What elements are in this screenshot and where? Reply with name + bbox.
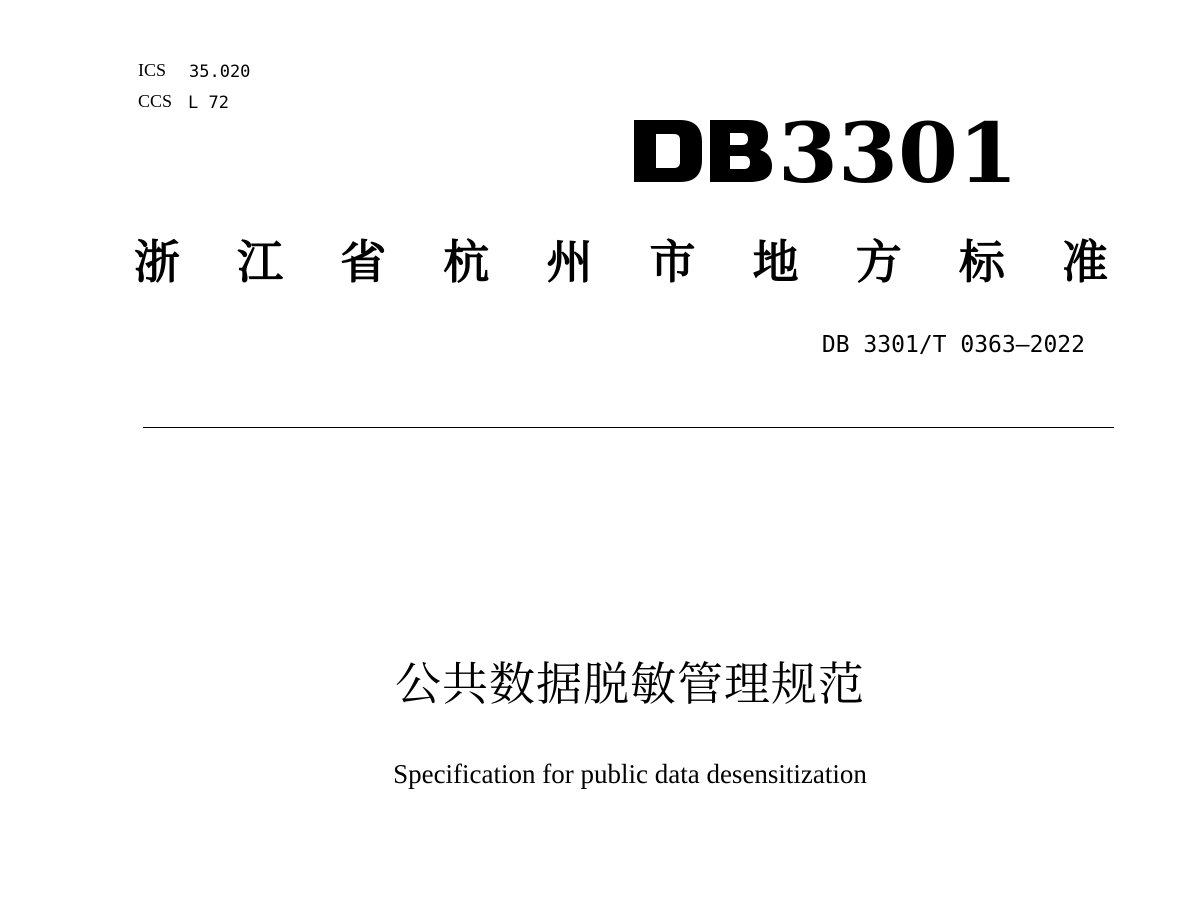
standard-level-char: 市 [649, 235, 696, 289]
db-logo-prefix [634, 120, 772, 182]
standard-number: DB 3301/T 0363—2022 [821, 332, 1085, 358]
standard-level-title [132, 232, 1110, 292]
db-logo-code: 3301 [778, 106, 1018, 202]
standard-level-char: 地 [752, 235, 799, 289]
standard-level-char: 江 [237, 235, 284, 289]
standard-level-char: 标 [958, 235, 1005, 289]
standard-level-char: 州 [546, 235, 593, 289]
db-logo [630, 96, 1030, 206]
ics-label: ICS [138, 60, 167, 80]
standard-level-char: 杭 [443, 235, 490, 289]
document-title-english: Specification for public data desensitization [393, 759, 867, 789]
ccs-label: CCS [138, 91, 173, 111]
standard-level-char: 准 [1061, 235, 1108, 289]
standard-level-char: 省 [340, 235, 387, 289]
standard-level-char: 方 [855, 235, 902, 289]
header-divider [143, 427, 1114, 428]
ccs-value: L 72 [188, 93, 229, 113]
document-title-chinese: 公共数据脱敏管理规范 [395, 657, 865, 711]
ics-value: 35.020 [189, 62, 251, 82]
standard-level-char: 浙 [134, 235, 180, 289]
